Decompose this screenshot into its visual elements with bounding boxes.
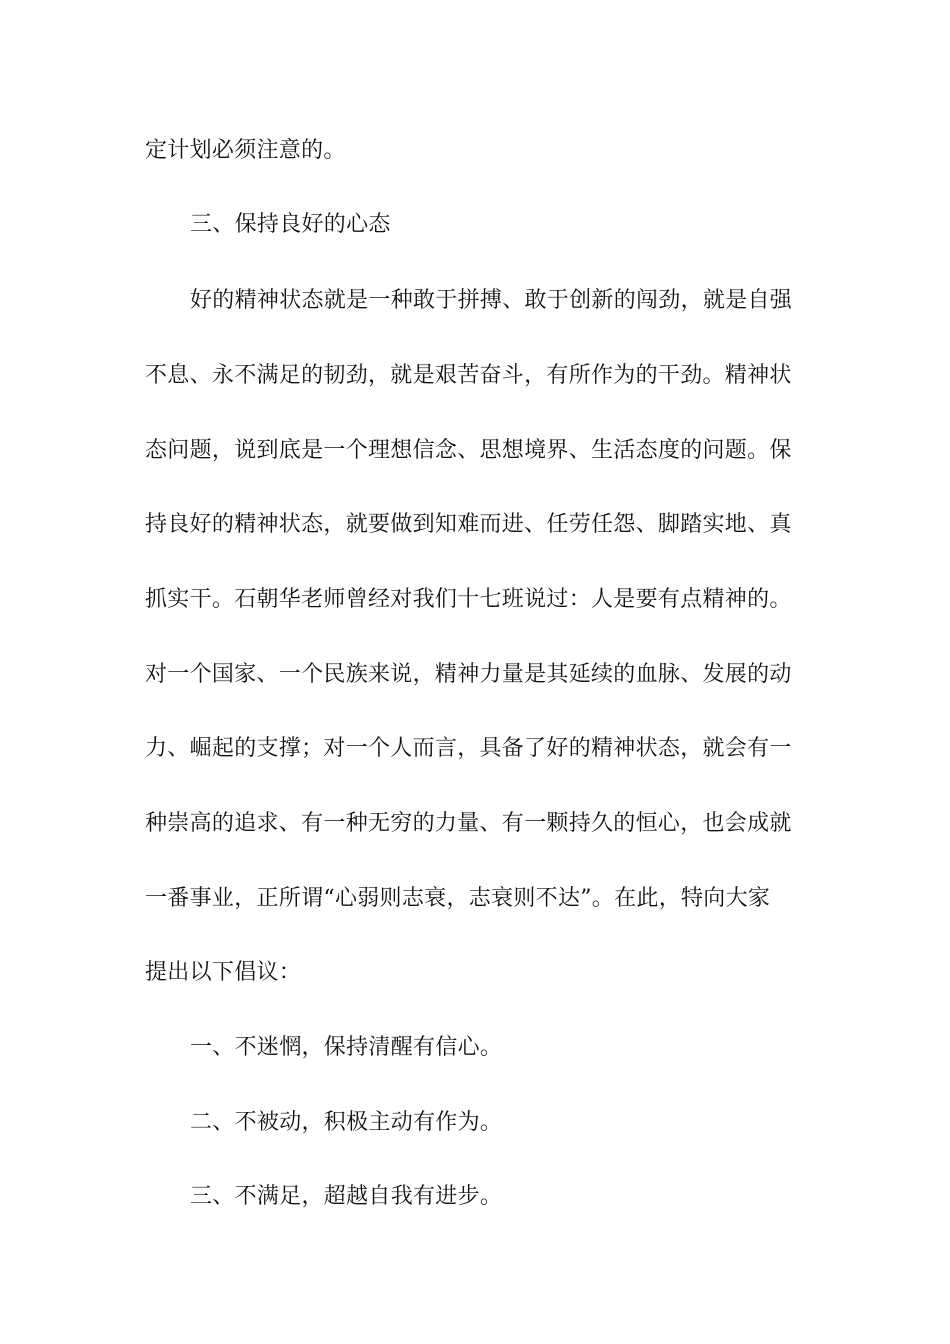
proposal-item-3: 三、不满足，超越自我有进步。: [190, 1184, 503, 1209]
paragraph-line: 力、崛起的支撑；对一个人而言，具备了好的精神状态，就会有一: [145, 736, 792, 761]
proposal-item-2: 二、不被动，积极主动有作为。: [190, 1110, 503, 1135]
paragraph-line: 态问题，说到底是一个理想信念、思想境界、生活态度的问题。保: [145, 438, 792, 463]
paragraph-line: 持良好的精神状态，就要做到知难而进、任劳任怨、脚踏实地、真: [145, 512, 792, 537]
paragraph-line: 种崇高的追求、有一种无穷的力量、有一颗持久的恒心，也会成就: [145, 811, 792, 836]
proposal-item-1: 一、不迷惘，保持清醒有信心。: [190, 1035, 503, 1060]
paragraph-line: 对一个国家、一个民族来说，精神力量是其延续的血脉、发展的动: [145, 662, 792, 687]
paragraph-line: 好的精神状态就是一种敢于拼搏、敢于创新的闯劲，就是自强: [190, 288, 793, 313]
section-heading: 三、保持良好的心态: [190, 212, 391, 237]
text-line-continuation: 定计划必须注意的。: [145, 138, 346, 163]
paragraph-line: 抓实干。石朝华老师曾经对我们十七班说过：人是要有点精神的。: [145, 587, 792, 612]
paragraph-line: 一番事业，正所谓“心弱则志衰，志衰则不达”。在此，特向大家: [145, 886, 771, 911]
paragraph-line: 不息、永不满足的韧劲，就是艰苦奋斗，有所作为的干劲。精神状: [145, 363, 792, 388]
paragraph-line: 提出以下倡议：: [145, 960, 302, 985]
